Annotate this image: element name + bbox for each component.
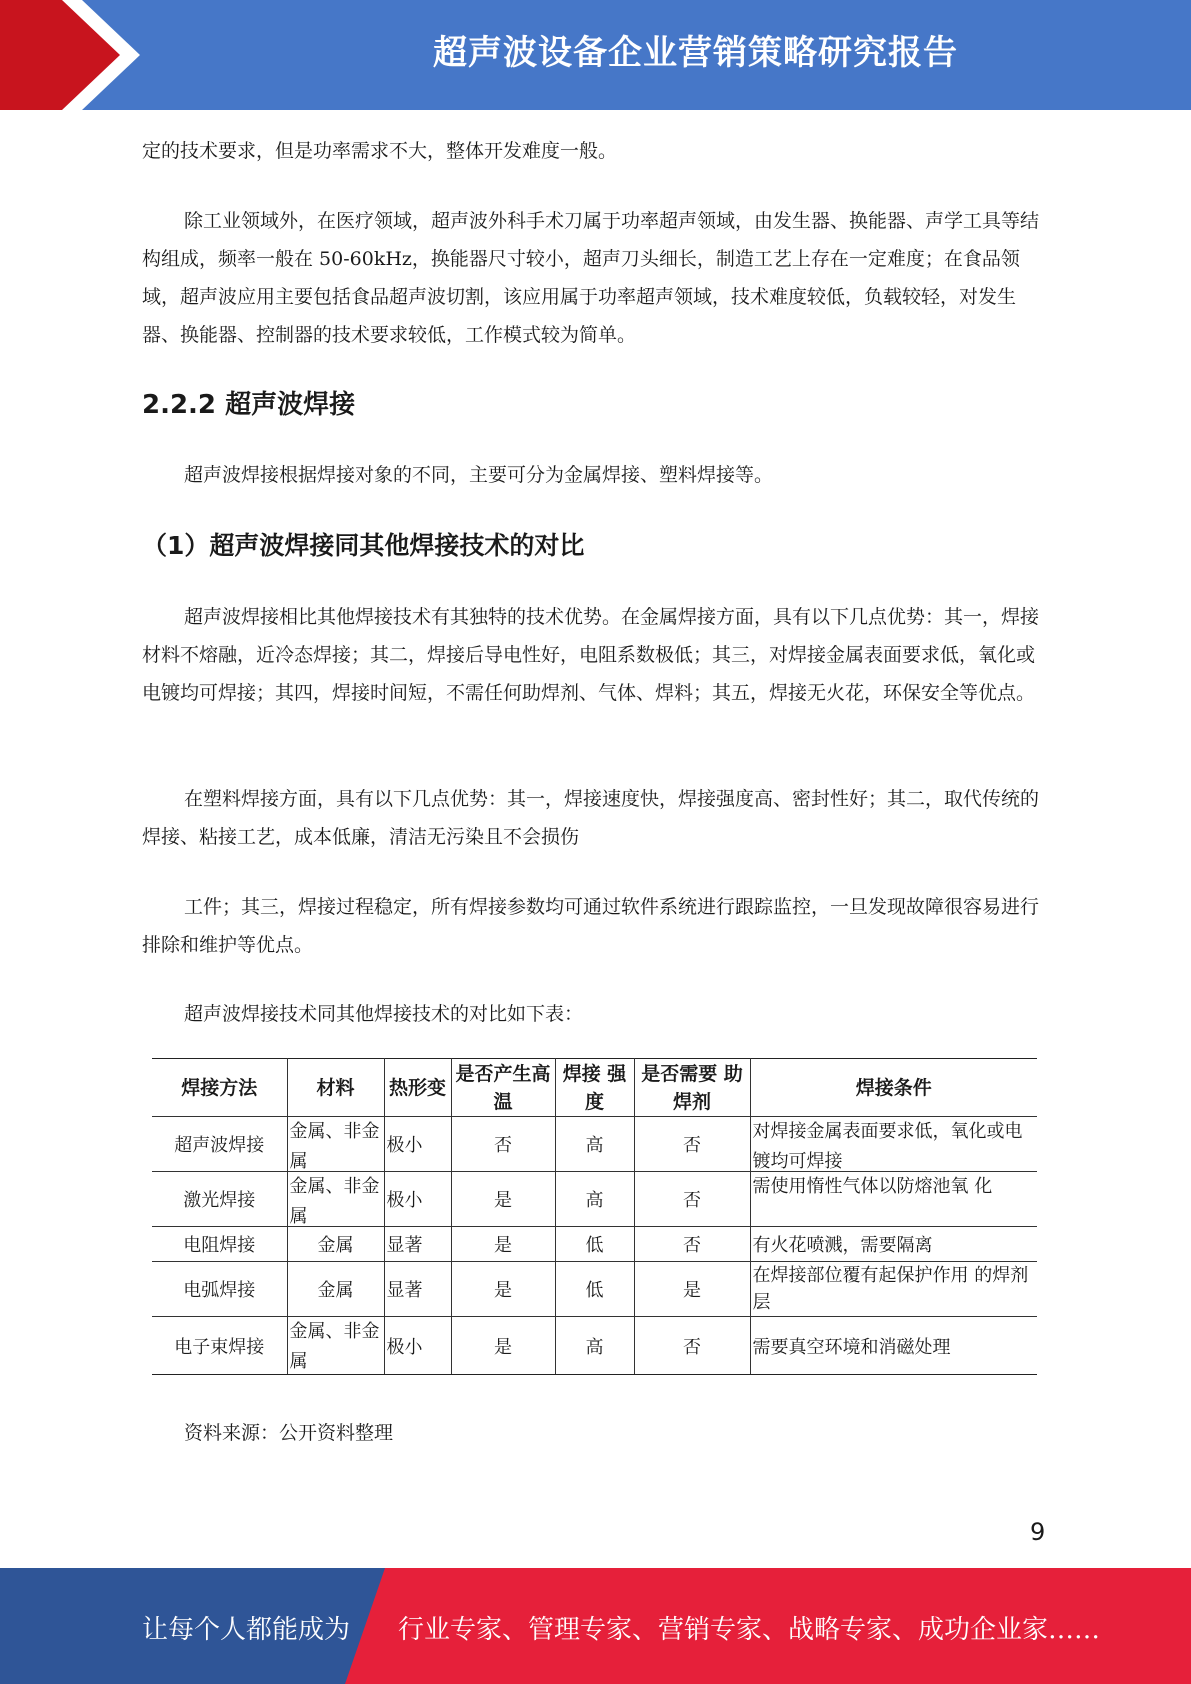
table-cell-high-temp: 是: [451, 1262, 555, 1317]
table-header-method: 焊接方法: [152, 1059, 287, 1117]
table-cell-flux: 否: [634, 1117, 750, 1172]
report-title: 超声波设备企业营销策略研究报告: [433, 33, 958, 73]
table-header-material: 材料: [287, 1059, 384, 1117]
table-cell-conditions: 有火花喷溅，需要隔离: [750, 1227, 1037, 1262]
paragraph-medical-food: 除工业领域外，在医疗领域，超声波外科手术刀属于功率超声领域，由发生器、换能器、声学工具等结构组成，频率一般在 50-60kHz，换能器尺寸较小，超声刀头细长，制造工艺上存在一定难度；在食品领域，超声波应用主要包括食品超声波切割，该应用属于功率超声领域，技术难度较低，负载较轻，对发生器、换能器、控制器的技术要求较低，工作模式较为简单。: [142, 210, 1040, 346]
table-cell-material: 金属、非金属: [289, 1321, 380, 1372]
table-cell-method: 电阻焊接: [152, 1227, 287, 1262]
table-cell-deformation: 极小: [384, 1317, 451, 1375]
table-cell-conditions: 需使用惰性气体以防熔池氧 化: [752, 1176, 993, 1197]
footer-slogan-left: 让每个人都能成为: [142, 1615, 351, 1645]
table-cell-method: 电弧焊接: [152, 1262, 287, 1317]
table-row: [152, 1227, 1037, 1262]
table-cell-method: 激光焊接: [152, 1172, 287, 1227]
table-cell-conditions: 需要真空环境和消磁处理: [750, 1317, 1037, 1375]
table-cell-strength: 高: [555, 1172, 634, 1227]
table-cell-material: 金属、非金属: [289, 1176, 380, 1225]
page-footer: [0, 1568, 1191, 1684]
table-header-flux: 是否需要 助焊剂: [634, 1059, 750, 1117]
table-header-row: [152, 1059, 1037, 1117]
paragraph-metal-advantages: 超声波焊接相比其他焊接技术有其独特的技术优势。在金属焊接方面，具有以下几点优势：其一，焊接材料不熔融，近冷态焊接；其二，焊接后导电性好，电阻系数极低；其三，对焊接金属表面要求低，氧化或电镀均可焊接；其四，焊接时间短，不需任何助焊剂、气体、焊料；其五，焊接无火花，环保安全等优点。: [142, 606, 1040, 704]
table-cell-flux: 否: [634, 1172, 750, 1227]
table-cell-conditions: 对焊接金属表面要求低，氧化或电镀均可焊接: [752, 1121, 1023, 1170]
table-cell-conditions: 在焊接部位覆有起保护作用 的焊剂层: [750, 1262, 1037, 1317]
page-number: 9: [1030, 1518, 1046, 1546]
table-cell-strength: 低: [555, 1262, 634, 1317]
table-cell-high-temp: 是: [451, 1227, 555, 1262]
table-cell-method: 超声波焊接: [152, 1117, 287, 1172]
table-cell-deformation: 极小: [384, 1172, 451, 1227]
table-cell-high-temp: 否: [451, 1117, 555, 1172]
table-cell-strength: 高: [555, 1117, 634, 1172]
table-cell-deformation: 显著: [384, 1262, 451, 1317]
table-cell-high-temp: 是: [451, 1172, 555, 1227]
page-header: [0, 0, 1191, 110]
table-cell-strength: 高: [555, 1317, 634, 1375]
paragraph-plastic-advantages: 在塑料焊接方面，具有以下几点优势：其一，焊接速度快，焊接强度高、密封性好；其二，取代传统的焊接、粘接工艺，成本低廉，清洁无污染且不会损伤: [142, 788, 1040, 848]
table-cell-material: 金属: [287, 1227, 384, 1262]
paragraph-welding-types: 超声波焊接根据焊接对象的不同，主要可分为金属焊接、塑料焊接等。: [184, 464, 774, 486]
section-heading-ultrasonic-welding: 2.2.2 超声波焊接: [142, 390, 356, 420]
table-cell-material: 金属、非金属: [289, 1121, 380, 1170]
table-header-high-temp: 是否产生高温: [451, 1059, 555, 1117]
table-cell-flux: 否: [634, 1227, 750, 1262]
footer-slogan-right: 行业专家、管理专家、营销专家、战略专家、成功企业家……: [398, 1615, 1101, 1645]
table-row: [152, 1262, 1037, 1317]
table-source-note: 资料来源：公开资料整理: [184, 1422, 394, 1444]
paragraph-plastic-advantages-cont: 工件；其三，焊接过程稳定，所有焊接参数均可通过软件系统进行跟踪监控，一旦发现故障很容易进行排除和维护等优点。: [142, 896, 1040, 956]
table-header-deformation: 热形变: [384, 1059, 451, 1117]
table-header-strength: 焊接 强度: [555, 1059, 634, 1117]
header-chevron-icon: [0, 0, 160, 110]
table-row: [152, 1117, 1037, 1172]
table-row: [152, 1172, 1037, 1227]
paragraph-continuation: 定的技术要求，但是功率需求不大，整体开发难度一般。: [142, 140, 618, 162]
table-cell-material: 金属: [287, 1262, 384, 1317]
table-cell-method: 电子束焊接: [152, 1317, 287, 1375]
table-cell-deformation: 极小: [384, 1117, 451, 1172]
table-cell-flux: 否: [634, 1317, 750, 1375]
table-cell-strength: 低: [555, 1227, 634, 1262]
table-cell-deformation: 显著: [384, 1227, 451, 1262]
subsection-heading-comparison: （1）超声波焊接同其他焊接技术的对比: [142, 531, 585, 560]
table-header-conditions: 焊接条件: [750, 1059, 1037, 1117]
table-row: [152, 1317, 1037, 1375]
welding-comparison-table: [152, 1058, 1037, 1375]
paragraph-table-intro: 超声波焊接技术同其他焊接技术的对比如下表：: [184, 1003, 584, 1025]
table-cell-high-temp: 是: [451, 1317, 555, 1375]
table-cell-flux: 是: [634, 1262, 750, 1317]
